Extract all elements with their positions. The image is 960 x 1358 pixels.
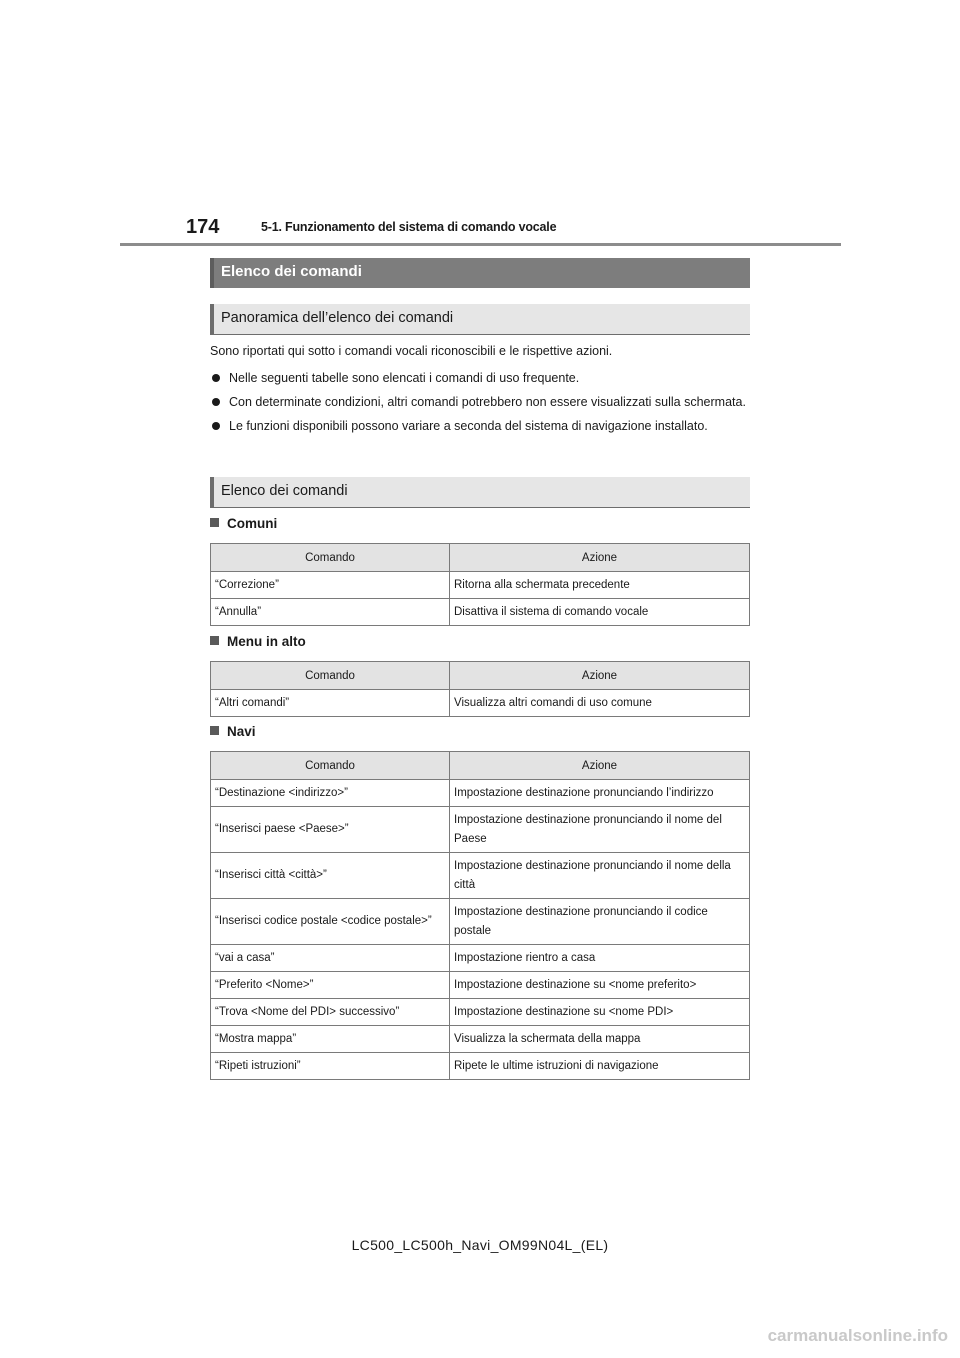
command-cell: “Altri comandi”	[211, 690, 450, 717]
command-cell: “Inserisci città <città>”	[211, 853, 450, 899]
chapter-title: 5-1. Funzionamento del sistema di comando vocale	[261, 220, 557, 234]
command-list-heading: Elenco dei comandi	[210, 477, 750, 508]
action-cell: Ripete le ultime istruzioni di navigazione	[450, 1053, 750, 1080]
overview-bullet-list	[210, 368, 750, 440]
table-row	[211, 945, 750, 972]
main-section-heading: Elenco dei comandi	[210, 258, 750, 288]
table-row	[211, 807, 750, 853]
header-rule	[120, 243, 841, 246]
table-header-row	[211, 662, 750, 690]
command-cell: “Annulla”	[211, 599, 450, 626]
table-row	[211, 853, 750, 899]
table-row	[211, 972, 750, 999]
table-row	[211, 780, 750, 807]
table-row	[211, 999, 750, 1026]
command-cell: “Inserisci paese <Paese>”	[211, 807, 450, 853]
bullet-item: Nelle seguenti tabelle sono elencati i comandi di uso frequente.	[210, 368, 750, 388]
group-heading-comuni	[210, 516, 277, 531]
table-row	[211, 572, 750, 599]
group-title: Navi	[227, 724, 256, 739]
intro-paragraph: Sono riportati qui sotto i comandi vocali riconoscibili e le rispettive azioni.	[210, 344, 613, 358]
command-cell: “Inserisci codice postale <codice postale>”	[211, 899, 450, 945]
action-cell: Impostazione destinazione su <nome PDI>	[450, 999, 750, 1026]
table-row	[211, 599, 750, 626]
action-cell: Impostazione destinazione pronunciando il nome della città	[450, 853, 750, 899]
overview-heading: Panoramica dell’elenco dei comandi	[210, 304, 750, 335]
action-cell: Visualizza la schermata della mappa	[450, 1026, 750, 1053]
square-bullet-icon	[210, 636, 219, 645]
command-cell: “Correzione”	[211, 572, 450, 599]
action-cell: Visualizza altri comandi di uso comune	[450, 690, 750, 717]
command-cell: “Destinazione <indirizzo>”	[211, 780, 450, 807]
command-table-menu-in-alto	[210, 661, 750, 717]
action-cell: Ritorna alla schermata precedente	[450, 572, 750, 599]
group-title: Comuni	[227, 516, 278, 531]
command-cell: “Mostra mappa”	[211, 1026, 450, 1053]
bullet-item: Le funzioni disponibili possono variare a seconda del sistema di navigazione installato.	[210, 416, 750, 436]
table-row	[211, 899, 750, 945]
column-header-command: Comando	[211, 662, 450, 690]
column-header-action: Azione	[450, 752, 750, 780]
action-cell: Impostazione destinazione su <nome preferito>	[450, 972, 750, 999]
action-cell: Impostazione destinazione pronunciando il codice postale	[450, 899, 750, 945]
table-header-row	[211, 544, 750, 572]
table-row	[211, 1026, 750, 1053]
action-cell: Disattiva il sistema di comando vocale	[450, 599, 750, 626]
group-title: Menu in alto	[227, 634, 306, 649]
table-row	[211, 690, 750, 717]
page-number: 174	[186, 216, 220, 238]
table-row	[211, 1053, 750, 1080]
action-cell: Impostazione rientro a casa	[450, 945, 750, 972]
bullet-item: Con determinate condizioni, altri comandi potrebbero non essere visualizzati sulla schermata.	[210, 392, 750, 412]
square-bullet-icon	[210, 518, 219, 527]
column-header-action: Azione	[450, 544, 750, 572]
command-cell: “Ripeti istruzioni”	[211, 1053, 450, 1080]
column-header-command: Comando	[211, 544, 450, 572]
command-table-navi	[210, 751, 750, 1080]
group-heading-menu-in-alto	[210, 634, 306, 649]
command-cell: “Preferito <Nome>”	[211, 972, 450, 999]
command-cell: “Trova <Nome del PDI> successivo”	[211, 999, 450, 1026]
group-heading-navi	[210, 724, 256, 739]
action-cell: Impostazione destinazione pronunciando il nome del Paese	[450, 807, 750, 853]
column-header-command: Comando	[211, 752, 450, 780]
document-footer: LC500_LC500h_Navi_OM99N04L_(EL)	[351, 1237, 609, 1253]
table-header-row	[211, 752, 750, 780]
square-bullet-icon	[210, 726, 219, 735]
command-cell: “vai a casa”	[211, 945, 450, 972]
watermark: carmanualsonline.info	[767, 1326, 948, 1345]
action-cell: Impostazione destinazione pronunciando l’indirizzo	[450, 780, 750, 807]
column-header-action: Azione	[450, 662, 750, 690]
command-table-comuni	[210, 543, 750, 626]
